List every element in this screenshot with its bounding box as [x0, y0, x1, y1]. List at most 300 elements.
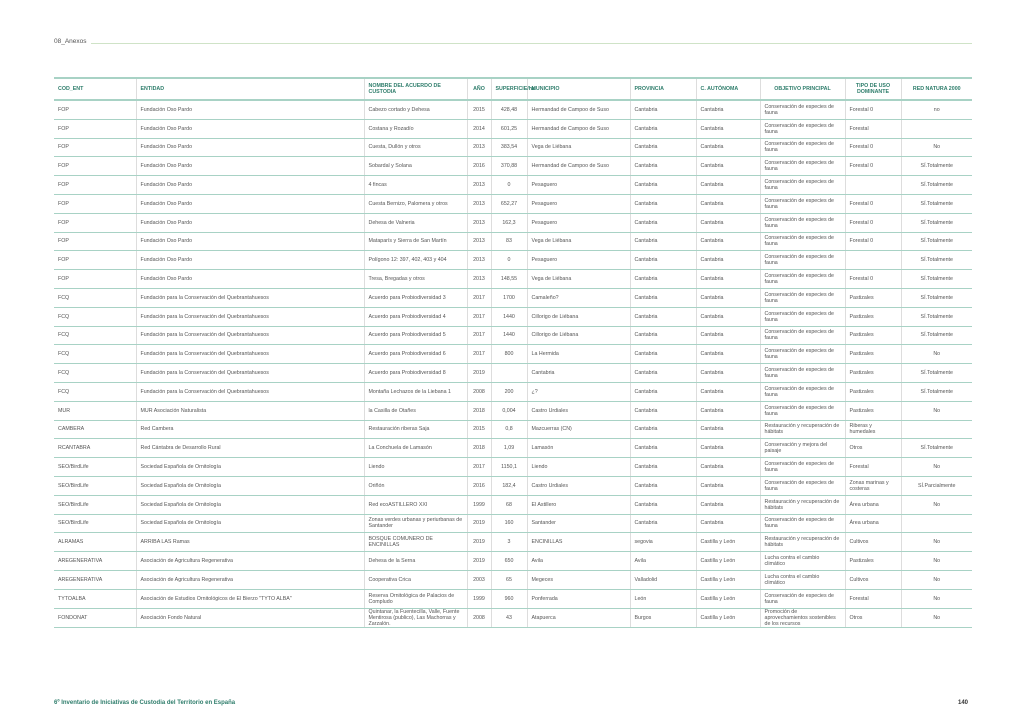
cell-red-natura: SÍ.Totalmente [901, 232, 972, 251]
cell-entidad: Sociedad Española de Ornitología [136, 495, 364, 514]
cell-objetivo-principal: Conservación de especies de fauna [760, 213, 845, 232]
cell-nombre-acuerdo: la Casilla de Otañes [364, 401, 467, 420]
cell-entidad: Fundación Oso Pardo [136, 119, 364, 138]
cell-c-autonoma: Cantabria [696, 138, 760, 157]
table-row [54, 608, 972, 627]
cell-provincia: Cantabria [630, 270, 696, 289]
cell-nombre-acuerdo: Cabezo cortado y Dehesa [364, 100, 467, 119]
cell-cod-ent: FCQ [54, 288, 136, 307]
cell-entidad: Fundación Oso Pardo [136, 270, 364, 289]
cell-entidad: Fundación Oso Pardo [136, 157, 364, 176]
cell-superficie: 1440 [491, 307, 527, 326]
cell-red-natura [901, 119, 972, 138]
cell-nombre-acuerdo: Tresa, Bregadas y otros [364, 270, 467, 289]
cell-entidad: Fundación Oso Pardo [136, 100, 364, 119]
cell-tipo-uso: Forestal 0 [845, 194, 901, 213]
cell-anio: 2016 [467, 157, 491, 176]
cell-objetivo-principal: Conservación de especies de fauna [760, 194, 845, 213]
cell-provincia: Cantabria [630, 514, 696, 533]
cell-entidad: Asociación de Agricultura Regenerativa [136, 570, 364, 589]
cell-red-natura: SÍ.Totalmente [901, 364, 972, 383]
cell-red-natura: SÍ.Totalmente [901, 213, 972, 232]
cell-entidad: MUR Asociación Naturalista [136, 401, 364, 420]
cell-municipio: Cillorigo de Liébana [527, 307, 630, 326]
cell-anio: 2008 [467, 608, 491, 627]
table-row [54, 213, 972, 232]
cell-provincia: Cantabria [630, 420, 696, 439]
cell-entidad: Red Cántabra de Desarrollo Rural [136, 439, 364, 458]
cell-superficie: 383,54 [491, 138, 527, 157]
cell-tipo-uso: Otros [845, 608, 901, 627]
cell-superficie: 650 [491, 552, 527, 571]
cell-c-autonoma: Cantabria [696, 100, 760, 119]
table-row [54, 420, 972, 439]
table-row [54, 251, 972, 270]
cell-anio: 2015 [467, 100, 491, 119]
column-header-red-natura: RED NATURA 2000 [901, 78, 972, 100]
cell-provincia: Cantabria [630, 213, 696, 232]
cell-municipio: Pesaguero [527, 194, 630, 213]
cell-tipo-uso [845, 176, 901, 195]
cell-c-autonoma: Cantabria [696, 401, 760, 420]
cell-c-autonoma: Castilla y León [696, 552, 760, 571]
cell-tipo-uso: Forestal 0 [845, 213, 901, 232]
cell-nombre-acuerdo: 4 fincas [364, 176, 467, 195]
column-header-superficie: SUPERFICIE/ha [491, 78, 527, 100]
cell-tipo-uso: Pastizales [845, 382, 901, 401]
cell-anio: 2003 [467, 570, 491, 589]
cell-municipio: Camaleño? [527, 288, 630, 307]
cell-nombre-acuerdo: Polígono 12: 397, 402, 403 y 404 [364, 251, 467, 270]
cell-cod-ent: CAMBERA [54, 420, 136, 439]
cell-cod-ent: FOP [54, 138, 136, 157]
cell-superficie: 162,3 [491, 213, 527, 232]
cell-objetivo-principal: Conservación de especies de fauna [760, 138, 845, 157]
cell-entidad: Fundación Oso Pardo [136, 176, 364, 195]
cell-tipo-uso: Área urbana [845, 495, 901, 514]
cell-objetivo-principal: Conservación de especies de fauna [760, 364, 845, 383]
cell-superficie: 160 [491, 514, 527, 533]
custody-agreements-table [54, 77, 972, 628]
cell-provincia: Cantabria [630, 401, 696, 420]
cell-red-natura: SÍ.Totalmente [901, 251, 972, 270]
cell-objetivo-principal: Conservación de especies de fauna [760, 251, 845, 270]
cell-anio: 2017 [467, 288, 491, 307]
column-header-anio: AÑO [467, 78, 491, 100]
cell-tipo-uso: Forestal 0 [845, 138, 901, 157]
cell-nombre-acuerdo: Quintanar, la Fuentecilla, Valle, Fuente Mentirosa (publico), Las Machorras y Zarzalón. [364, 608, 467, 627]
cell-objetivo-principal: Conservación de especies de fauna [760, 589, 845, 608]
cell-nombre-acuerdo: Cuesta Bernizo, Palomera y otros [364, 194, 467, 213]
cell-entidad: ARRIBA LAS Ramas [136, 533, 364, 552]
table-row [54, 157, 972, 176]
cell-superficie: 0,8 [491, 420, 527, 439]
table-row [54, 382, 972, 401]
table-row [54, 476, 972, 495]
cell-objetivo-principal: Conservación de especies de fauna [760, 288, 845, 307]
cell-anio: 2013 [467, 213, 491, 232]
cell-municipio: Vega de Liébana [527, 232, 630, 251]
cell-tipo-uso: Riberas y humedales [845, 420, 901, 439]
table-row [54, 458, 972, 477]
cell-anio: 2018 [467, 439, 491, 458]
cell-entidad: Red Cambera [136, 420, 364, 439]
cell-superficie [491, 364, 527, 383]
cell-objetivo-principal: Conservación de especies de fauna [760, 458, 845, 477]
cell-red-natura: SÍ.Totalmente [901, 157, 972, 176]
cell-tipo-uso: Forestal [845, 458, 901, 477]
cell-anio: 2013 [467, 138, 491, 157]
cell-red-natura: SÍ.Totalmente [901, 288, 972, 307]
cell-anio: 2013 [467, 251, 491, 270]
cell-objetivo-principal: Conservación de especies de fauna [760, 176, 845, 195]
cell-tipo-uso: Área urbana [845, 514, 901, 533]
cell-anio: 2017 [467, 307, 491, 326]
cell-c-autonoma: Cantabria [696, 251, 760, 270]
cell-entidad: Fundación para la Conservación del Quebrantahuesos [136, 307, 364, 326]
cell-superficie: 370,88 [491, 157, 527, 176]
cell-c-autonoma: Cantabria [696, 157, 760, 176]
cell-entidad: Fundación para la Conservación del Quebrantahuesos [136, 382, 364, 401]
cell-municipio: Avila [527, 552, 630, 571]
table-row [54, 194, 972, 213]
cell-anio: 2017 [467, 458, 491, 477]
cell-nombre-acuerdo: Montaña Lechazos de la Liebana 1 [364, 382, 467, 401]
cell-nombre-acuerdo: Cuesta, Dullón y otros [364, 138, 467, 157]
cell-municipio: Hermandad de Campoo de Suso [527, 157, 630, 176]
cell-municipio: Vega de Liébana [527, 138, 630, 157]
cell-anio: 2018 [467, 401, 491, 420]
cell-nombre-acuerdo: Acuerdo para Probiodiversidad 3 [364, 288, 467, 307]
table-row [54, 326, 972, 345]
cell-objetivo-principal: Conservación y mejora del paisaje [760, 439, 845, 458]
cell-municipio: Castro Urdiales [527, 401, 630, 420]
cell-anio: 2013 [467, 232, 491, 251]
cell-superficie: 0 [491, 176, 527, 195]
cell-red-natura: No [901, 495, 972, 514]
cell-c-autonoma: Castilla y León [696, 533, 760, 552]
cell-provincia: Cantabria [630, 345, 696, 364]
cell-superficie: 1440 [491, 326, 527, 345]
cell-superficie: 960 [491, 589, 527, 608]
cell-cod-ent: FOP [54, 119, 136, 138]
cell-objetivo-principal: Promoción de aprovechamientos sostenibles de los recursos [760, 608, 845, 627]
cell-tipo-uso: Otros [845, 439, 901, 458]
cell-cod-ent: FOP [54, 100, 136, 119]
cell-provincia: Cantabria [630, 495, 696, 514]
section-divider [54, 43, 972, 44]
cell-cod-ent: ALRAMAS [54, 533, 136, 552]
cell-c-autonoma: Castilla y León [696, 589, 760, 608]
cell-cod-ent: MUR [54, 401, 136, 420]
cell-nombre-acuerdo: Cooperativa Crica [364, 570, 467, 589]
table-row [54, 138, 972, 157]
cell-superficie: 652,27 [491, 194, 527, 213]
cell-anio: 2019 [467, 364, 491, 383]
table-row [54, 176, 972, 195]
cell-cod-ent: FOP [54, 270, 136, 289]
cell-tipo-uso: Pastizales [845, 326, 901, 345]
cell-red-natura: no [901, 100, 972, 119]
cell-nombre-acuerdo: Acuerdo para Probiodiversidad 8 [364, 364, 467, 383]
table-row [54, 570, 972, 589]
cell-anio: 2016 [467, 476, 491, 495]
cell-tipo-uso: Forestal [845, 119, 901, 138]
cell-cod-ent: FCQ [54, 364, 136, 383]
page-number: 140 [958, 700, 969, 706]
cell-cod-ent: FCQ [54, 382, 136, 401]
cell-provincia: Cantabria [630, 194, 696, 213]
cell-red-natura: No [901, 589, 972, 608]
cell-anio: 2019 [467, 552, 491, 571]
cell-objetivo-principal: Restauración y recuperación de hábitats [760, 495, 845, 514]
cell-red-natura: SÍ.Totalmente [901, 194, 972, 213]
section-label: 08_Anexos [54, 38, 91, 45]
cell-c-autonoma: Cantabria [696, 495, 760, 514]
cell-superficie: 148,55 [491, 270, 527, 289]
cell-municipio: Ponferrada [527, 589, 630, 608]
cell-c-autonoma: Cantabria [696, 514, 760, 533]
cell-tipo-uso: Cultivos [845, 570, 901, 589]
cell-entidad: Asociación de Agricultura Regenerativa [136, 552, 364, 571]
cell-municipio: Atapuerca [527, 608, 630, 627]
cell-provincia: Cantabria [630, 439, 696, 458]
cell-cod-ent: RCANTABRA [54, 439, 136, 458]
table-row [54, 552, 972, 571]
cell-objetivo-principal: Restauración y recuperación de hábitats [760, 533, 845, 552]
cell-red-natura: No [901, 345, 972, 364]
cell-red-natura: SÍ.Totalmente [901, 270, 972, 289]
cell-cod-ent: FCQ [54, 345, 136, 364]
cell-objetivo-principal: Conservación de especies de fauna [760, 100, 845, 119]
table-row [54, 270, 972, 289]
cell-superficie: 428,48 [491, 100, 527, 119]
cell-municipio: Hermandad de Campoo de Suso [527, 100, 630, 119]
table-row [54, 364, 972, 383]
cell-objetivo-principal: Conservación de especies de fauna [760, 307, 845, 326]
cell-provincia: Cantabria [630, 119, 696, 138]
cell-c-autonoma: Cantabria [696, 439, 760, 458]
cell-anio: 2015 [467, 420, 491, 439]
cell-anio: 2017 [467, 345, 491, 364]
cell-anio: 2013 [467, 176, 491, 195]
cell-objetivo-principal: Conservación de especies de fauna [760, 326, 845, 345]
cell-provincia: Cantabria [630, 176, 696, 195]
cell-municipio: La Hermida [527, 345, 630, 364]
cell-nombre-acuerdo: Zonas verdes urbanas y periurbanas de Santander [364, 514, 467, 533]
cell-nombre-acuerdo: Dehesa de Valneria [364, 213, 467, 232]
cell-entidad: Sociedad Española de Ornitología [136, 476, 364, 495]
cell-nombre-acuerdo: Sobardal y Solana [364, 157, 467, 176]
cell-c-autonoma: Cantabria [696, 213, 760, 232]
cell-c-autonoma: Cantabria [696, 176, 760, 195]
cell-superficie: 1700 [491, 288, 527, 307]
cell-red-natura: SÍ.Totalmente [901, 326, 972, 345]
cell-cod-ent: AREGENERATIVA [54, 570, 136, 589]
cell-objetivo-principal: Conservación de especies de fauna [760, 401, 845, 420]
cell-red-natura: No [901, 458, 972, 477]
cell-provincia: Cantabria [630, 364, 696, 383]
cell-anio: 2013 [467, 194, 491, 213]
cell-cod-ent: AREGENERATIVA [54, 552, 136, 571]
cell-objetivo-principal: Lucha contra el cambio climático [760, 570, 845, 589]
cell-tipo-uso: Zonas marinas y costeras [845, 476, 901, 495]
table-row [54, 401, 972, 420]
cell-cod-ent: FOP [54, 213, 136, 232]
cell-municipio: Lamasón [527, 439, 630, 458]
cell-c-autonoma: Cantabria [696, 119, 760, 138]
column-header-tipo-uso: TIPO DE USO DOMINANTE [845, 78, 901, 100]
cell-provincia: Cantabria [630, 382, 696, 401]
cell-entidad: Fundación para la Conservación del Quebrantahuesos [136, 364, 364, 383]
cell-provincia: segovia [630, 533, 696, 552]
cell-cod-ent: FCQ [54, 326, 136, 345]
cell-objetivo-principal: Lucha contra el cambio climático [760, 552, 845, 571]
cell-anio: 2019 [467, 533, 491, 552]
cell-cod-ent: SEO/BirdLife [54, 458, 136, 477]
cell-anio: 1999 [467, 589, 491, 608]
cell-provincia: Cantabria [630, 288, 696, 307]
cell-superficie: 601,25 [491, 119, 527, 138]
cell-nombre-acuerdo: Liendo [364, 458, 467, 477]
cell-anio: 2017 [467, 326, 491, 345]
cell-superficie: 800 [491, 345, 527, 364]
cell-nombre-acuerdo: Costana y Rozadío [364, 119, 467, 138]
cell-entidad: Fundación Oso Pardo [136, 232, 364, 251]
cell-objetivo-principal: Conservación de especies de fauna [760, 382, 845, 401]
cell-objetivo-principal: Conservación de especies de fauna [760, 514, 845, 533]
cell-tipo-uso: Pastizales [845, 552, 901, 571]
cell-c-autonoma: Cantabria [696, 345, 760, 364]
cell-provincia: Cantabria [630, 476, 696, 495]
cell-nombre-acuerdo: Acuerdo para Probiodiversidad 5 [364, 326, 467, 345]
cell-objetivo-principal: Restauración y recuperación de hábitats [760, 420, 845, 439]
cell-provincia: Cantabria [630, 232, 696, 251]
cell-red-natura: SÍ.Totalmente [901, 176, 972, 195]
cell-cod-ent: FOP [54, 157, 136, 176]
cell-municipio: ¿? [527, 382, 630, 401]
cell-cod-ent: FONDONAT [54, 608, 136, 627]
cell-municipio: Liendo [527, 458, 630, 477]
cell-red-natura [901, 514, 972, 533]
cell-entidad: Fundación Oso Pardo [136, 138, 364, 157]
table-row [54, 439, 972, 458]
cell-objetivo-principal: Conservación de especies de fauna [760, 157, 845, 176]
cell-superficie: 65 [491, 570, 527, 589]
cell-superficie: 43 [491, 608, 527, 627]
cell-municipio: Hermandad de Campoo de Suso [527, 119, 630, 138]
cell-cod-ent: FOP [54, 176, 136, 195]
table-body [54, 100, 972, 627]
cell-municipio: Castro Urdiales [527, 476, 630, 495]
cell-provincia: León [630, 589, 696, 608]
cell-objetivo-principal: Conservación de especies de fauna [760, 345, 845, 364]
column-header-provincia: PROVINCIA [630, 78, 696, 100]
cell-objetivo-principal: Conservación de especies de fauna [760, 119, 845, 138]
cell-municipio: Pesaguero [527, 213, 630, 232]
cell-tipo-uso: Pastizales [845, 401, 901, 420]
cell-superficie: 3 [491, 533, 527, 552]
cell-c-autonoma: Castilla y León [696, 608, 760, 627]
cell-nombre-acuerdo: Restauración riberas Saja [364, 420, 467, 439]
cell-red-natura: No [901, 533, 972, 552]
cell-c-autonoma: Cantabria [696, 326, 760, 345]
cell-nombre-acuerdo: BOSQUE COMUNERO DE ENCINILLAS [364, 533, 467, 552]
section-header [54, 38, 972, 50]
column-header-entidad: ENTIDAD [136, 78, 364, 100]
table-header-row [54, 78, 972, 100]
cell-municipio: Vega de Liébana [527, 270, 630, 289]
cell-tipo-uso: Pastizales [845, 288, 901, 307]
cell-superficie: 0 [491, 251, 527, 270]
cell-red-natura: SÍ.Totalmente [901, 439, 972, 458]
cell-nombre-acuerdo: Acuerdo para Probiodiversidad 4 [364, 307, 467, 326]
cell-cod-ent: FOP [54, 251, 136, 270]
cell-c-autonoma: Cantabria [696, 364, 760, 383]
cell-provincia: Cantabria [630, 307, 696, 326]
cell-entidad: Fundación Oso Pardo [136, 213, 364, 232]
cell-entidad: Fundación Oso Pardo [136, 251, 364, 270]
cell-provincia: Burgos [630, 608, 696, 627]
table-row [54, 533, 972, 552]
cell-anio: 2013 [467, 270, 491, 289]
cell-tipo-uso: Forestal 0 [845, 100, 901, 119]
cell-superficie: 182,4 [491, 476, 527, 495]
cell-anio: 2008 [467, 382, 491, 401]
cell-red-natura: SÍ.Totalmente [901, 382, 972, 401]
column-header-nombre-acuerdo: NOMBRE DEL ACUERDO DE CUSTODIA [364, 78, 467, 100]
cell-c-autonoma: Cantabria [696, 194, 760, 213]
cell-red-natura [901, 420, 972, 439]
cell-entidad: Fundación para la Conservación del Quebrantahuesos [136, 288, 364, 307]
cell-anio: 2019 [467, 514, 491, 533]
cell-red-natura: SÍ.Parcialmente [901, 476, 972, 495]
cell-provincia: Valladolid [630, 570, 696, 589]
cell-anio: 2014 [467, 119, 491, 138]
cell-municipio: Mazcuerras (CN) [527, 420, 630, 439]
table-row [54, 100, 972, 119]
cell-provincia: Cantabria [630, 326, 696, 345]
cell-nombre-acuerdo: Reserva Ornitológica de Palacios de Compludo [364, 589, 467, 608]
cell-municipio: Megeces [527, 570, 630, 589]
cell-superficie: 200 [491, 382, 527, 401]
cell-municipio: Santander [527, 514, 630, 533]
table-row [54, 119, 972, 138]
cell-provincia: Cantabria [630, 138, 696, 157]
cell-superficie: 0,004 [491, 401, 527, 420]
cell-cod-ent: FCQ [54, 307, 136, 326]
cell-superficie: 1150,1 [491, 458, 527, 477]
cell-municipio: Pesaguero [527, 176, 630, 195]
column-header-cod-ent: COD_ENT [54, 78, 136, 100]
cell-cod-ent: FOP [54, 232, 136, 251]
cell-c-autonoma: Castilla y León [696, 570, 760, 589]
cell-tipo-uso: Forestal 0 [845, 232, 901, 251]
cell-nombre-acuerdo: Acuerdo para Probiodiversidad 6 [364, 345, 467, 364]
cell-superficie: 83 [491, 232, 527, 251]
cell-provincia: Cantabria [630, 458, 696, 477]
cell-superficie: 1,09 [491, 439, 527, 458]
cell-objetivo-principal: Conservación de especies de fauna [760, 476, 845, 495]
cell-entidad: Fundación para la Conservación del Quebrantahuesos [136, 345, 364, 364]
cell-entidad: Fundación para la Conservación del Quebrantahuesos [136, 326, 364, 345]
cell-red-natura: No [901, 401, 972, 420]
cell-provincia: Cantabria [630, 251, 696, 270]
cell-provincia: Cantabria [630, 157, 696, 176]
cell-c-autonoma: Cantabria [696, 307, 760, 326]
cell-superficie: 68 [491, 495, 527, 514]
column-header-c-autonoma: C. AUTÓNOMA [696, 78, 760, 100]
